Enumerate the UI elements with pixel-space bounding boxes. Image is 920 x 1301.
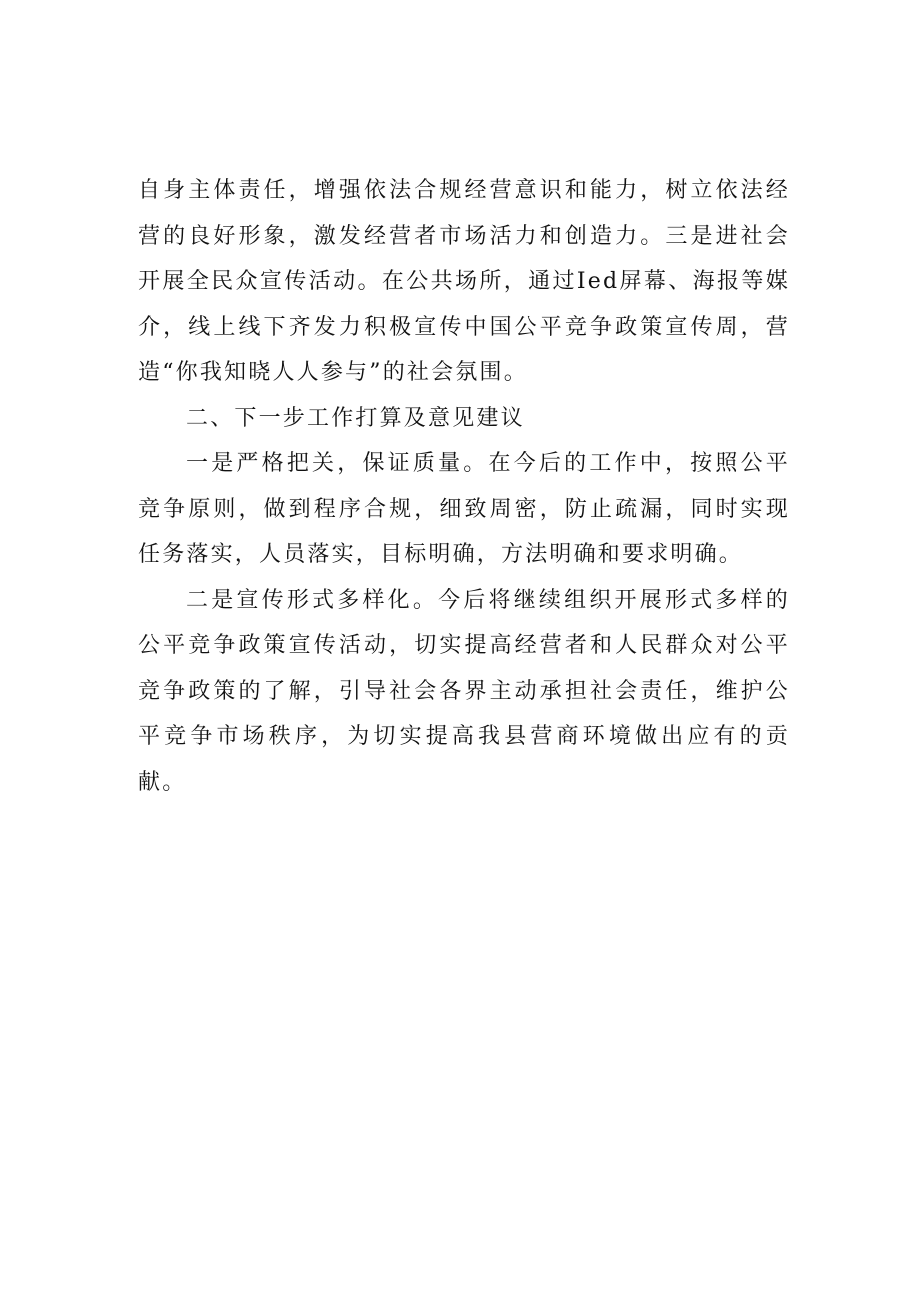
paragraph-item-2: 二是宣传形式多样化。今后将继续组织开展形式多样的公平竞争政策宣传活动，切实提高经营者和人民群众对公平竞争政策的了解，引导社会各界主动承担社会责任，维护公平竞争市场秩序，为切实提高我县营商环境做出应有的贡献。 bbox=[138, 587, 790, 795]
paragraph-continuation: 自身主体责任，增强依法合规经营意识和能力，树立依法经营的良好形象，激发经营者市场活力和创造力。三是进社会开展全民众宣传活动。在公共场所，通过Ied屏幕、海报等媒介，线上线下齐发力积极宣传中国公平竞争政策宣传周，营造“你我知晓人人参与”的社会氛围。 bbox=[138, 178, 790, 385]
paragraph-item-1: 一是严格把关，保证质量。在今后的工作中，按照公平竞争原则，做到程序合规，细致周密，防止疏漏，同时实现任务落实，人员落实，目标明确，方法明确和要求明确。 bbox=[138, 451, 790, 567]
section-heading: 二、下一步工作打算及意见建议 bbox=[186, 405, 525, 431]
document-body bbox=[138, 168, 790, 805]
